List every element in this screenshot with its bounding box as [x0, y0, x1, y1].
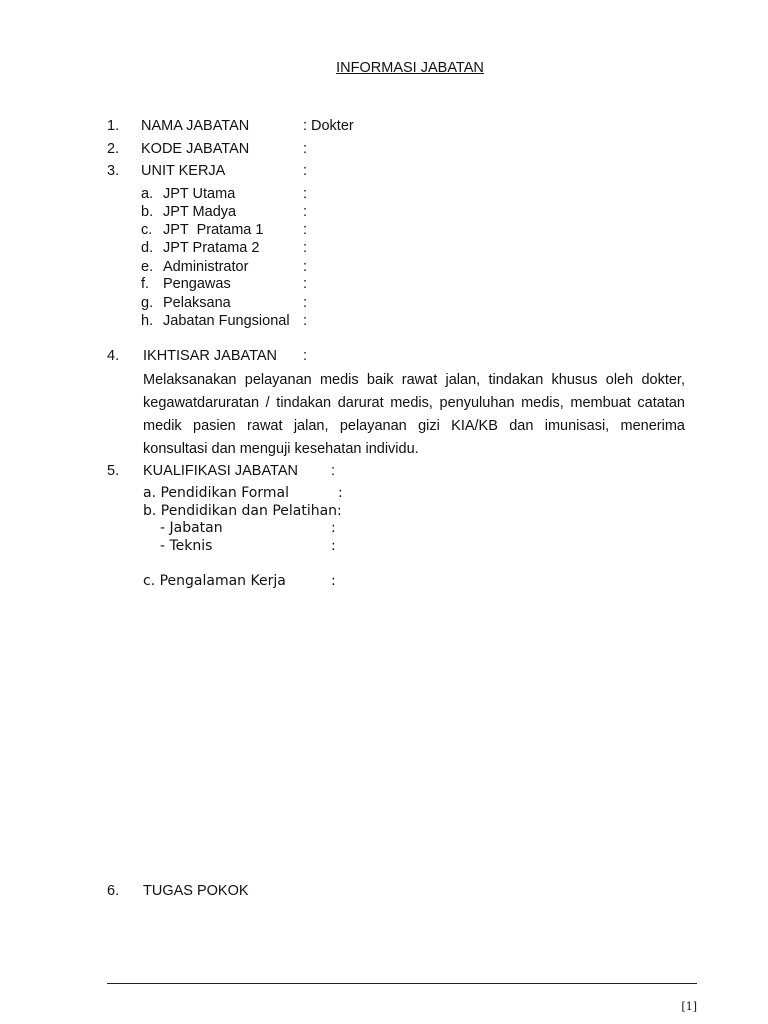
sub-label: Jabatan Fungsional — [163, 313, 290, 329]
pengalaman-kerja-label: c. Pengalaman Kerja — [143, 573, 286, 589]
item-label: NAMA JABATAN — [141, 118, 250, 134]
sub-letter: b. — [141, 204, 154, 220]
item-label: UNIT KERJA — [141, 163, 226, 179]
item-number: 6. — [107, 883, 120, 899]
item-label: KODE JABATAN — [141, 141, 250, 157]
item-colon: : — [331, 463, 336, 479]
footer-rule — [107, 983, 697, 984]
sub-colon: : — [303, 295, 308, 311]
item-number: 5. — [107, 463, 120, 479]
sub-colon: : — [303, 313, 308, 329]
sub-colon: : — [303, 222, 308, 238]
item-label: KUALIFIKASI JABATAN — [143, 463, 298, 479]
item-value: Dokter — [311, 118, 354, 134]
pelatihan-label: b. Pendidikan dan Pelatihan: — [143, 503, 342, 519]
sub-letter: g. — [141, 295, 154, 311]
sub-letter: e. — [141, 259, 154, 275]
sub-colon: : — [303, 186, 308, 202]
item-colon: : — [303, 141, 308, 157]
sub-letter: h. — [141, 313, 154, 329]
item-label: IKHTISAR JABATAN — [143, 348, 278, 364]
sub-label: JPT Utama — [163, 186, 236, 202]
sub-label: Pelaksana — [163, 295, 231, 311]
sub-letter: f. — [141, 276, 150, 292]
item-number: 4. — [107, 348, 120, 364]
pendidikan-formal-colon: : — [338, 485, 343, 501]
item-number: 1. — [107, 118, 120, 134]
sub-letter: c. — [141, 222, 153, 238]
sub-label: Pengawas — [163, 276, 231, 292]
sub-colon: : — [303, 240, 308, 256]
item-colon: : — [303, 163, 308, 179]
sub-colon: : — [303, 276, 308, 292]
document-title: INFORMASI JABATAN — [336, 60, 484, 76]
sub-label: JPT Pratama 1 — [163, 222, 264, 238]
item-number: 2. — [107, 141, 120, 157]
pelatihan-jabatan-label: - Jabatan — [160, 520, 223, 536]
sub-label: JPT Madya — [163, 204, 237, 220]
ikhtisar-paragraph: Melaksanakan pelayanan medis baik rawat jalan, tindakan khusus oleh dokter, kegawatdaruratan / tindakan darurat medis, penyuluhan medis, membuat catatan medik pasien rawat jalan, pelayanan gizi KIA/KB dan imunisasi, menerima konsultasi dan menguji kesehatan individu. — [143, 372, 685, 457]
sub-label: JPT Pratama 2 — [163, 240, 260, 256]
sub-letter: a. — [141, 186, 154, 202]
pendidikan-formal-label: a. Pendidikan Formal — [143, 485, 289, 501]
item-colon: : — [303, 348, 308, 364]
item-colon: : — [303, 118, 308, 134]
page-number: [1] — [681, 1000, 697, 1013]
pelatihan-teknis-colon: : — [331, 538, 336, 554]
item-label: TUGAS POKOK — [143, 883, 249, 899]
pelatihan-teknis-label: - Teknis — [160, 538, 213, 554]
pengalaman-kerja-colon: : — [331, 573, 336, 589]
item-number: 3. — [107, 163, 120, 179]
sub-letter: d. — [141, 240, 154, 256]
sub-colon: : — [303, 204, 308, 220]
sub-label: Administrator — [163, 259, 249, 275]
sub-colon: : — [303, 259, 308, 275]
pelatihan-jabatan-colon: : — [331, 520, 336, 536]
